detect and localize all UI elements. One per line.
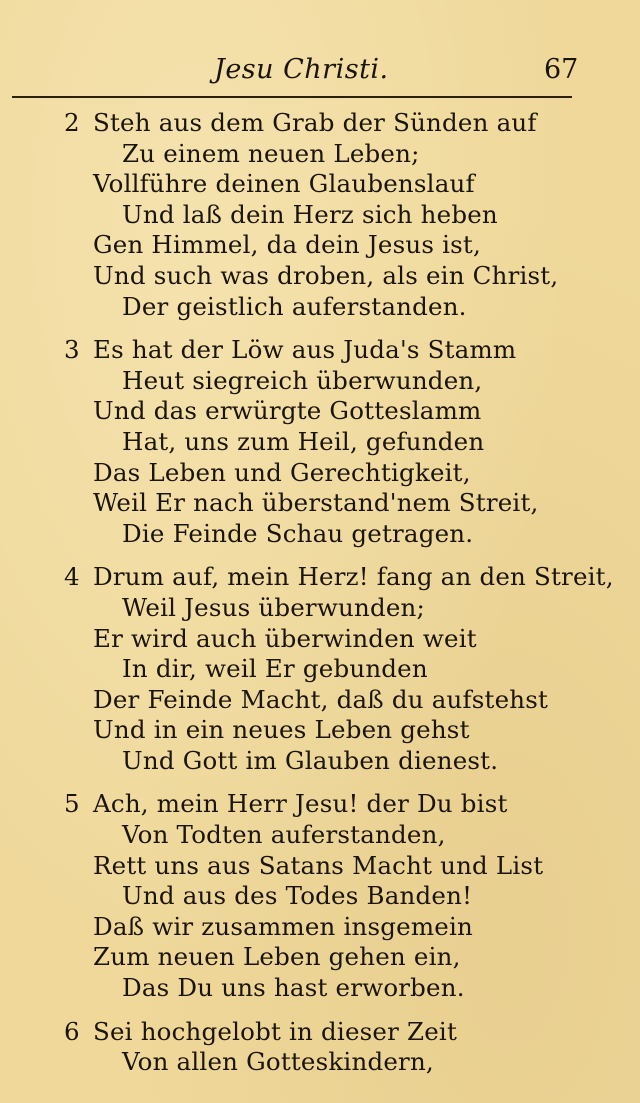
header-rule [12, 96, 572, 98]
verse-line: In dir, weil Er gebunden [122, 654, 428, 684]
stanza-number: 6 [64, 1016, 80, 1046]
page-header [0, 54, 640, 90]
verse-line: Und laß dein Herz sich heben [122, 199, 498, 229]
stanza-line [0, 593, 640, 624]
stanza-line [0, 139, 640, 170]
verse-line: Er wird auch überwinden weit [93, 623, 477, 653]
verse-line: Es hat der Löw aus Juda's Stamm [93, 335, 517, 365]
verse-line: Ach, mein Herr Jesu! der Du bist [93, 789, 508, 819]
stanza-line [0, 230, 640, 261]
page-number: 67 [544, 54, 579, 85]
stanza-line [0, 851, 640, 882]
verse-line: Und in ein neues Leben gehst [93, 715, 470, 745]
stanza-line [0, 685, 640, 716]
stanza-line [0, 1047, 640, 1078]
verse-line: Hat, uns zum Heil, gefunden [122, 426, 485, 456]
stanza-number: 2 [64, 108, 80, 137]
verse-line: Steh aus dem Grab der Sünden auf [93, 108, 537, 137]
stanza-line [0, 261, 640, 292]
stanza-number: 3 [64, 335, 80, 365]
verse-line: Weil Jesus überwunden; [122, 592, 425, 622]
verse-line: Und das erwürgte Gotteslamm [93, 396, 482, 426]
stanza-number: 5 [64, 789, 80, 819]
stanza-line [0, 335, 640, 366]
verse-line: Sei hochgelobt in dieser Zeit [93, 1016, 458, 1046]
stanza-line [0, 789, 640, 820]
stanza-line [0, 715, 640, 746]
verse-line: Und Gott im Glauben dienest. [122, 745, 499, 775]
verse-line: Daß wir zusammen insgemein [93, 911, 474, 941]
stanza-line [0, 624, 640, 655]
stanza-number: 4 [64, 562, 80, 592]
verse-line: Von allen Gotteskindern, [122, 1047, 434, 1077]
stanza-line [0, 458, 640, 489]
stanza-line [0, 200, 640, 231]
stanza-line [0, 746, 640, 777]
verse-line: Von Todten auferstanden, [122, 820, 446, 850]
verse-line: Vollführe deinen Glaubenslauf [93, 169, 475, 199]
verse-line: Der geistlich auferstanden. [122, 291, 467, 321]
running-title: Jesu Christi. [214, 54, 389, 85]
stanza-line [0, 292, 640, 323]
verse-line: Gen Himmel, da dein Jesus ist, [93, 230, 481, 260]
stanza-line [0, 654, 640, 685]
stanza-line [0, 820, 640, 851]
verse-line: Zu einem neuen Leben; [122, 138, 420, 168]
verse-line: Zum neuen Leben gehen ein, [93, 942, 461, 972]
stanza-line [0, 973, 640, 1004]
verse-line: Drum auf, mein Herz! fang an den Streit, [93, 562, 614, 592]
verse-line: Und aus des Todes Banden! [122, 881, 473, 911]
stanza-line [0, 488, 640, 519]
stanza-5 [0, 789, 640, 1003]
stanza-line [0, 396, 640, 427]
hymn-text [0, 108, 640, 1091]
stanza-line [0, 519, 640, 550]
verse-line: Das Du uns hast erworben. [122, 973, 465, 1003]
verse-line: Das Leben und Gerechtigkeit, [93, 457, 471, 487]
stanza-line [0, 881, 640, 912]
verse-line: Der Feinde Macht, daß du aufstehst [93, 684, 549, 714]
verse-line: Die Feinde Schau getragen. [122, 518, 474, 548]
stanza-line [0, 169, 640, 200]
stanza-line [0, 942, 640, 973]
stanza-line [0, 427, 640, 458]
verse-line: Und such was droben, als ein Christ, [93, 260, 559, 290]
stanza-3 [0, 335, 640, 549]
verse-line: Weil Er nach überstand'nem Streit, [93, 488, 539, 518]
stanza-line [0, 108, 640, 139]
stanza-line [0, 1017, 640, 1048]
stanza-6 [0, 1017, 640, 1078]
stanza-line [0, 562, 640, 593]
verse-line: Heut siegreich überwunden, [122, 365, 483, 395]
stanza-line [0, 912, 640, 943]
verse-line: Rett uns aus Satans Macht und List [93, 850, 544, 880]
stanza-2 [0, 108, 640, 322]
stanza-4 [0, 562, 640, 776]
stanza-line [0, 366, 640, 397]
